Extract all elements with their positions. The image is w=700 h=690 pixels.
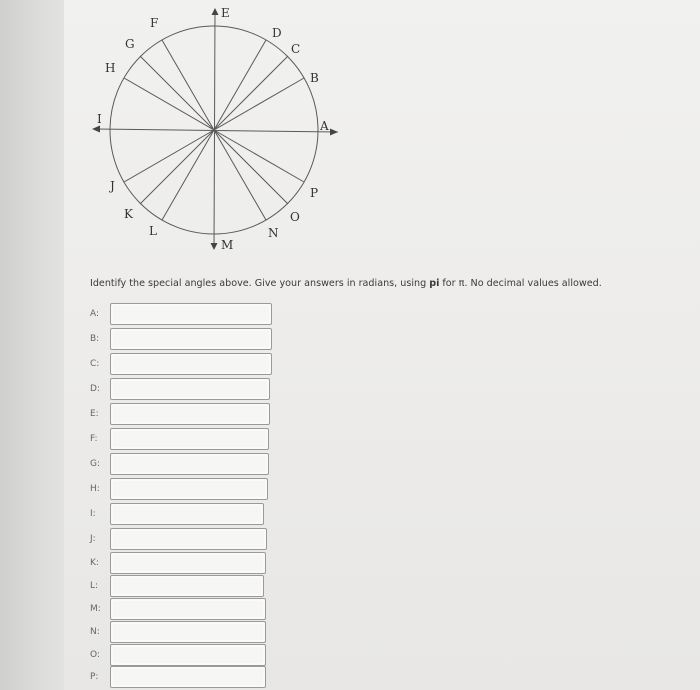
answer-input-b[interactable] — [110, 328, 272, 350]
answer-row-j — [88, 528, 267, 550]
answer-input-n[interactable] — [110, 621, 266, 643]
answer-row-n — [88, 621, 266, 643]
label-b: B — [310, 71, 319, 85]
answer-input-k[interactable] — [110, 552, 266, 574]
answer-input-h[interactable] — [110, 478, 268, 500]
answer-label-f: F: — [90, 434, 98, 444]
answer-label-p: P: — [90, 672, 99, 682]
answer-input-i[interactable] — [110, 503, 264, 525]
answer-row-p — [88, 666, 266, 688]
answer-row-k — [88, 552, 266, 574]
answer-input-c[interactable] — [110, 353, 272, 375]
answer-label-n: N: — [90, 627, 100, 637]
answer-label-d: D: — [90, 384, 100, 394]
answer-input-o[interactable] — [110, 644, 266, 666]
answer-row-l — [88, 575, 264, 597]
label-c: C — [291, 42, 301, 56]
ray-l — [162, 130, 214, 220]
arrow-up-icon — [212, 8, 219, 15]
answer-input-a[interactable] — [110, 303, 272, 325]
answer-label-a: A: — [90, 309, 100, 319]
answer-row-a — [88, 303, 272, 325]
answer-input-d[interactable] — [110, 378, 270, 400]
label-m: M — [221, 238, 234, 252]
answer-input-m[interactable] — [110, 598, 266, 620]
answer-row-o — [88, 644, 266, 666]
label-i: I — [97, 112, 102, 126]
arrow-right-icon — [330, 129, 338, 136]
answer-input-e[interactable] — [110, 403, 270, 425]
answer-row-g — [88, 453, 269, 475]
instructions-suffix: . No decimal values allowed. — [464, 278, 602, 289]
answer-label-m: M: — [90, 604, 101, 614]
answer-input-p[interactable] — [110, 666, 266, 688]
answer-row-b — [88, 328, 272, 350]
label-d: D — [272, 26, 282, 40]
answer-row-e — [88, 403, 270, 425]
ray-p — [214, 130, 304, 182]
ray-k — [140, 130, 214, 204]
answer-row-f — [88, 428, 269, 450]
ray-g — [140, 56, 214, 130]
label-n: N — [268, 226, 279, 240]
answer-label-j: J: — [90, 534, 96, 544]
answer-input-f[interactable] — [110, 428, 269, 450]
ray-d — [214, 40, 266, 130]
answer-label-i: I: — [90, 509, 96, 519]
arrow-down-icon — [211, 243, 218, 250]
unit-circle-diagram — [0, 0, 700, 270]
instructions-pi-symbol: π — [458, 278, 465, 289]
answer-input-g[interactable] — [110, 453, 269, 475]
ray-h — [124, 78, 214, 130]
label-l: L — [149, 224, 157, 238]
arrow-left-icon — [92, 126, 100, 133]
label-a: A — [320, 119, 329, 133]
instructions-pi-word: pi — [429, 278, 440, 289]
answer-label-k: K: — [90, 558, 99, 568]
answer-input-j[interactable] — [110, 528, 267, 550]
answer-label-b: B: — [90, 334, 100, 344]
label-e: E — [221, 6, 230, 20]
label-f: F — [150, 16, 159, 30]
answer-row-i — [88, 503, 264, 525]
ray-b — [214, 78, 304, 130]
ray-c — [214, 56, 288, 130]
instructions-prefix: Identify the special angles above. Give your answers in radians, using — [90, 278, 430, 289]
ray-j — [124, 130, 214, 182]
label-h: H — [105, 61, 116, 75]
ray-o — [214, 130, 288, 204]
answer-row-m — [88, 598, 266, 620]
instructions-text — [90, 278, 670, 289]
ray-f — [162, 40, 214, 130]
answer-label-l: L: — [90, 581, 99, 591]
label-g: G — [125, 37, 135, 51]
ray-n — [214, 130, 266, 220]
label-o: O — [290, 210, 300, 224]
answer-label-e: E: — [90, 409, 99, 419]
answer-label-o: O: — [90, 650, 100, 660]
answer-row-d — [88, 378, 270, 400]
answer-row-c — [88, 353, 272, 375]
label-p: P — [310, 186, 319, 200]
label-k: K — [124, 207, 133, 221]
answer-label-h: H: — [90, 484, 100, 494]
answer-label-g: G: — [90, 459, 101, 469]
answer-label-c: C: — [90, 359, 100, 369]
answer-input-l[interactable] — [110, 575, 264, 597]
label-j: J — [110, 179, 115, 193]
answer-row-h — [88, 478, 268, 500]
instructions-middle: for — [439, 278, 459, 289]
